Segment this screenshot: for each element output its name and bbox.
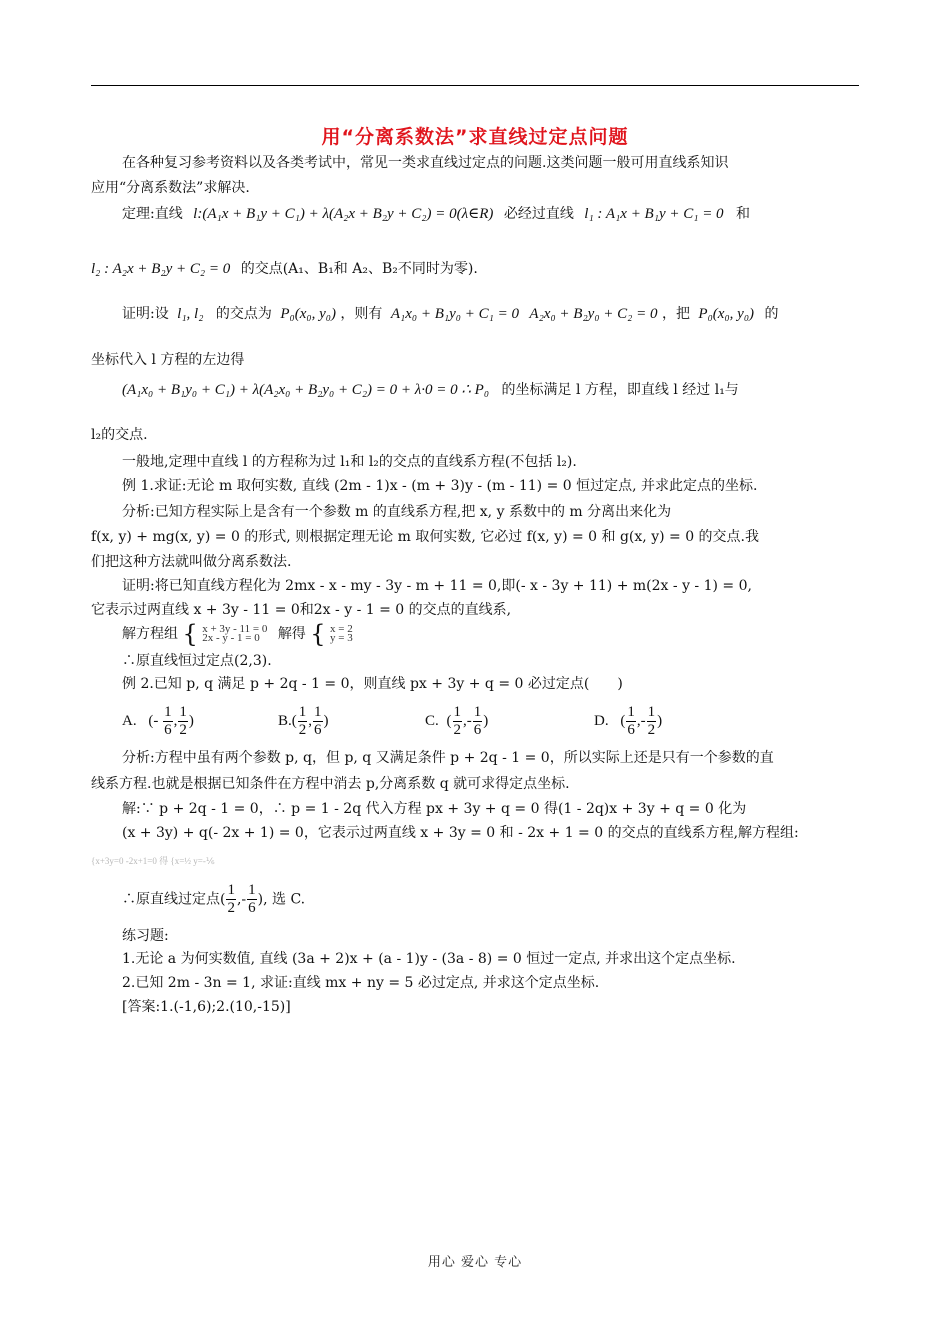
conclusion-sep: ,- (236, 891, 247, 908)
conclusion-frac-2 (247, 882, 257, 917)
solution-x: x = 2 (330, 623, 353, 635)
option-c-sep: ,- (463, 712, 472, 729)
option-d-open: ( (620, 712, 626, 729)
option-b-sep: , (308, 712, 313, 729)
intro-line-1: 在各种复习参考资料以及各类考试中，常见一类求直线过定点的问题.这类问题一般可用直线系知识 (122, 155, 729, 171)
example2-analysis-2: 线系方程.也就是根据已知条件在方程中消去 p,分离系数 q 就可求得定点坐标. (91, 776, 570, 792)
frac-den: 6 (248, 900, 256, 916)
practice-question-2: 2.已知 2m - 3n = 1, 求证:直线 mx + ny = 5 必过定点, 并求这个定点坐标. (122, 975, 600, 991)
option-a-sep: , (173, 712, 178, 729)
option-d-frac-2 (647, 704, 657, 739)
frac-num: 1 (179, 704, 187, 720)
frac-num: 1 (647, 704, 656, 720)
conclusion-frac-1 (226, 882, 236, 917)
header-rule (91, 85, 859, 86)
proof-line-2: 坐标代入 l 方程的左边得 (91, 352, 245, 368)
example2-analysis-1: 分析:方程中虽有两个参数 p, q，但 p, q 又满足条件 p + 2q - 1 = 0，所以实际上还是只有一个参数的直 (122, 750, 774, 766)
frac-num: 1 (248, 882, 256, 898)
practice-question-1: 1.无论 a 为何实数值, 直线 (3a + 2)x + (a - 1)y - (3a - 8) = 0 恒过一定点, 并求出这个定点坐标. (122, 951, 736, 967)
system-eq-b: 2x - y - 1 = 0 (202, 632, 260, 644)
frac-den: 6 (164, 722, 172, 738)
theorem-l2: l₂ : A₂x + B₂y + C₂ = 0 (91, 261, 231, 277)
example1-analysis-1: 分析:已知方程实际上是含有一个参数 m 的直线系方程,把 x, y 系数中的 m 分离出来化为 (122, 504, 672, 520)
example2-solution-2: (x + 3y) + q(- 2x + 1) = 0，它表示过两直线 x + 3y = 0 和 - 2x + 1 = 0 的交点的直线系方程,解方程组: (122, 825, 799, 841)
frac-den: 2 (298, 722, 307, 738)
option-c-label: C. (425, 712, 439, 729)
frac-den: 6 (473, 722, 482, 738)
general-note: 一般地,定理中直线 l 的方程称为过 l₁和 l₂的交点的直线系方程(不包括 l₂). (122, 454, 577, 470)
intro-line-2: 应用“分离系数法”求解决. (91, 180, 250, 196)
example1-proof-2: 它表示过两直线 x + 3y - 11 = 0和2x - y - 1 = 0 的交点的直线系, (91, 602, 512, 618)
option-a-frac-1 (163, 704, 173, 739)
proof-l1l2: l₁, l₂ (177, 306, 204, 322)
example1-conclusion: ∴原直线恒过定点(2,3). (122, 653, 272, 669)
frac-num: 1 (227, 882, 235, 898)
option-a-close: ) (188, 712, 194, 729)
frac-den: 6 (627, 722, 635, 738)
frac-den: 2 (453, 722, 462, 738)
practice-answer: [答案:1.(-1,6);2.(10,-15)] (122, 999, 291, 1015)
option-b-close: ) (323, 712, 329, 729)
theorem-and: 和 (736, 206, 751, 222)
option-a-frac-2 (178, 704, 188, 739)
theorem-line-2 (91, 259, 478, 279)
option-c-close: ) (483, 712, 489, 729)
solution-system (330, 625, 353, 643)
example2-solution-1: 解:∵ p + 2q - 1 = 0，∴ p = 1 - 2q 代入方程 px + 3y + q = 0 得(1 - 2q)x + 3y + q = 0 化为 (122, 801, 747, 817)
proof-eq2: A₂x₀ + B₂y₀ + C₂ = 0 (529, 306, 658, 322)
proof-text-4: ，把 (661, 306, 690, 322)
theorem-line (122, 204, 750, 224)
example1-statement: 例 1.求证:无论 m 取何实数, 直线 (2m - 1)x - (m + 3)y - (m - 11) = 0 恒过定点, 并求此定点的坐标. (122, 478, 758, 494)
option-b-frac-1 (298, 704, 308, 739)
theorem-l1: l₁ : A₁x + B₁y + C₁ = 0 (584, 206, 724, 222)
left-brace: { (182, 620, 198, 648)
example2-solution-3-faint: {x+3y=0 -2x+1=0 得 {x=½ y=-⅙ (91, 856, 215, 866)
option-a-open: (- (148, 712, 159, 729)
option-c-frac-1 (453, 704, 463, 739)
solve-label: 解方程组 (122, 626, 178, 642)
theorem-label: 定理:直线 (122, 206, 183, 222)
proof-tail: 的坐标满足 l 方程，即直线 l 经过 l₁与 (501, 382, 739, 398)
equation-system (202, 625, 267, 643)
solution-y: y = 3 (330, 632, 353, 644)
proof-line-3 (122, 380, 739, 400)
theorem-tail: 的交点(A₁、B₁和 A₂、B₂不同时为零). (240, 261, 478, 277)
option-b-label: B. (278, 712, 292, 729)
frac-num: 1 (164, 704, 172, 720)
system-eq-a: x + 3y - 11 = 0 (202, 623, 268, 635)
frac-num: 1 (298, 704, 307, 720)
proof-line-1 (122, 304, 779, 324)
frac-den: 2 (227, 900, 235, 916)
option-c-open: ( (446, 712, 452, 729)
practice-heading: 练习题: (122, 928, 169, 944)
option-c-frac-2 (473, 704, 483, 739)
frac-den: 2 (647, 722, 656, 738)
conclusion-pre: ∴原直线过定点( (122, 891, 226, 908)
conclusion-post: ), 选 C. (257, 891, 306, 908)
option-a-label: A. (122, 712, 137, 729)
option-b (278, 704, 329, 739)
example1-proof-1: 证明:将已知直线方程化为 2mx - x - my - 3y - m + 11 = 0,即(- x - 3y + 11) + m(2x - y - 1) = 0, (122, 578, 752, 594)
proof-expr: (A₁x₀ + B₁y₀ + C₁) + λ(A₂x₀ + B₂y₀ + C₂) = 0 + λ·0 = 0 ∴ P₀ (122, 382, 490, 398)
example1-solve (122, 620, 353, 648)
proof-P0: P₀(x₀, y₀) (280, 306, 336, 322)
proof-eq1: A₁x₀ + B₁y₀ + C₁ = 0 (390, 306, 519, 322)
option-d (594, 704, 662, 739)
theorem-mid: 必经过直线 (503, 206, 574, 222)
proof-text-5: 的 (764, 306, 779, 322)
frac-num: 1 (453, 704, 462, 720)
option-c (425, 704, 488, 739)
option-a (122, 704, 194, 739)
option-d-sep: ,- (636, 712, 646, 729)
proof-text-2: 的交点为 (215, 306, 272, 322)
example2-conclusion (122, 882, 305, 917)
frac-num: 1 (473, 704, 482, 720)
proof-text-1: 证明:设 (122, 306, 169, 322)
frac-num: 1 (314, 704, 322, 720)
left-brace-2: { (310, 620, 326, 648)
frac-num: 1 (627, 704, 635, 720)
option-d-frac-1 (626, 704, 636, 739)
proof-text-3: ，则有 (340, 306, 383, 322)
example1-analysis-3: 们把这种方法就叫做分离系数法. (91, 554, 292, 570)
frac-den: 6 (314, 722, 322, 738)
proof-line-4: l₂的交点. (91, 427, 148, 443)
proof-P0-2: P₀(x₀, y₀) (698, 306, 755, 322)
option-b-frac-2 (313, 704, 323, 739)
page-footer: 用心 爱心 专心 (427, 1255, 523, 1270)
option-b-open: ( (291, 712, 297, 729)
example1-analysis-2: f(x, y) + mg(x, y) = 0 的形式, 则根据定理无论 m 取何实数, 它必过 f(x, y) = 0 和 g(x, y) = 0 的交点.我 (91, 529, 759, 545)
solve-mid: 解得 (277, 626, 306, 642)
example2-statement: 例 2.已知 p, q 满足 p + 2q - 1 = 0，则直线 px + 3y + q = 0 必过定点( ) (122, 676, 623, 692)
option-d-close: ) (657, 712, 663, 729)
theorem-formula: l:(A₁x + B₁y + C₁) + λ(A₂x + B₂y + C₂) = 0(λ∈R) (193, 206, 494, 222)
frac-den: 2 (179, 722, 187, 738)
page-title: 用“分离系数法”求直线过定点问题 (321, 126, 629, 148)
option-d-label: D. (594, 712, 609, 729)
